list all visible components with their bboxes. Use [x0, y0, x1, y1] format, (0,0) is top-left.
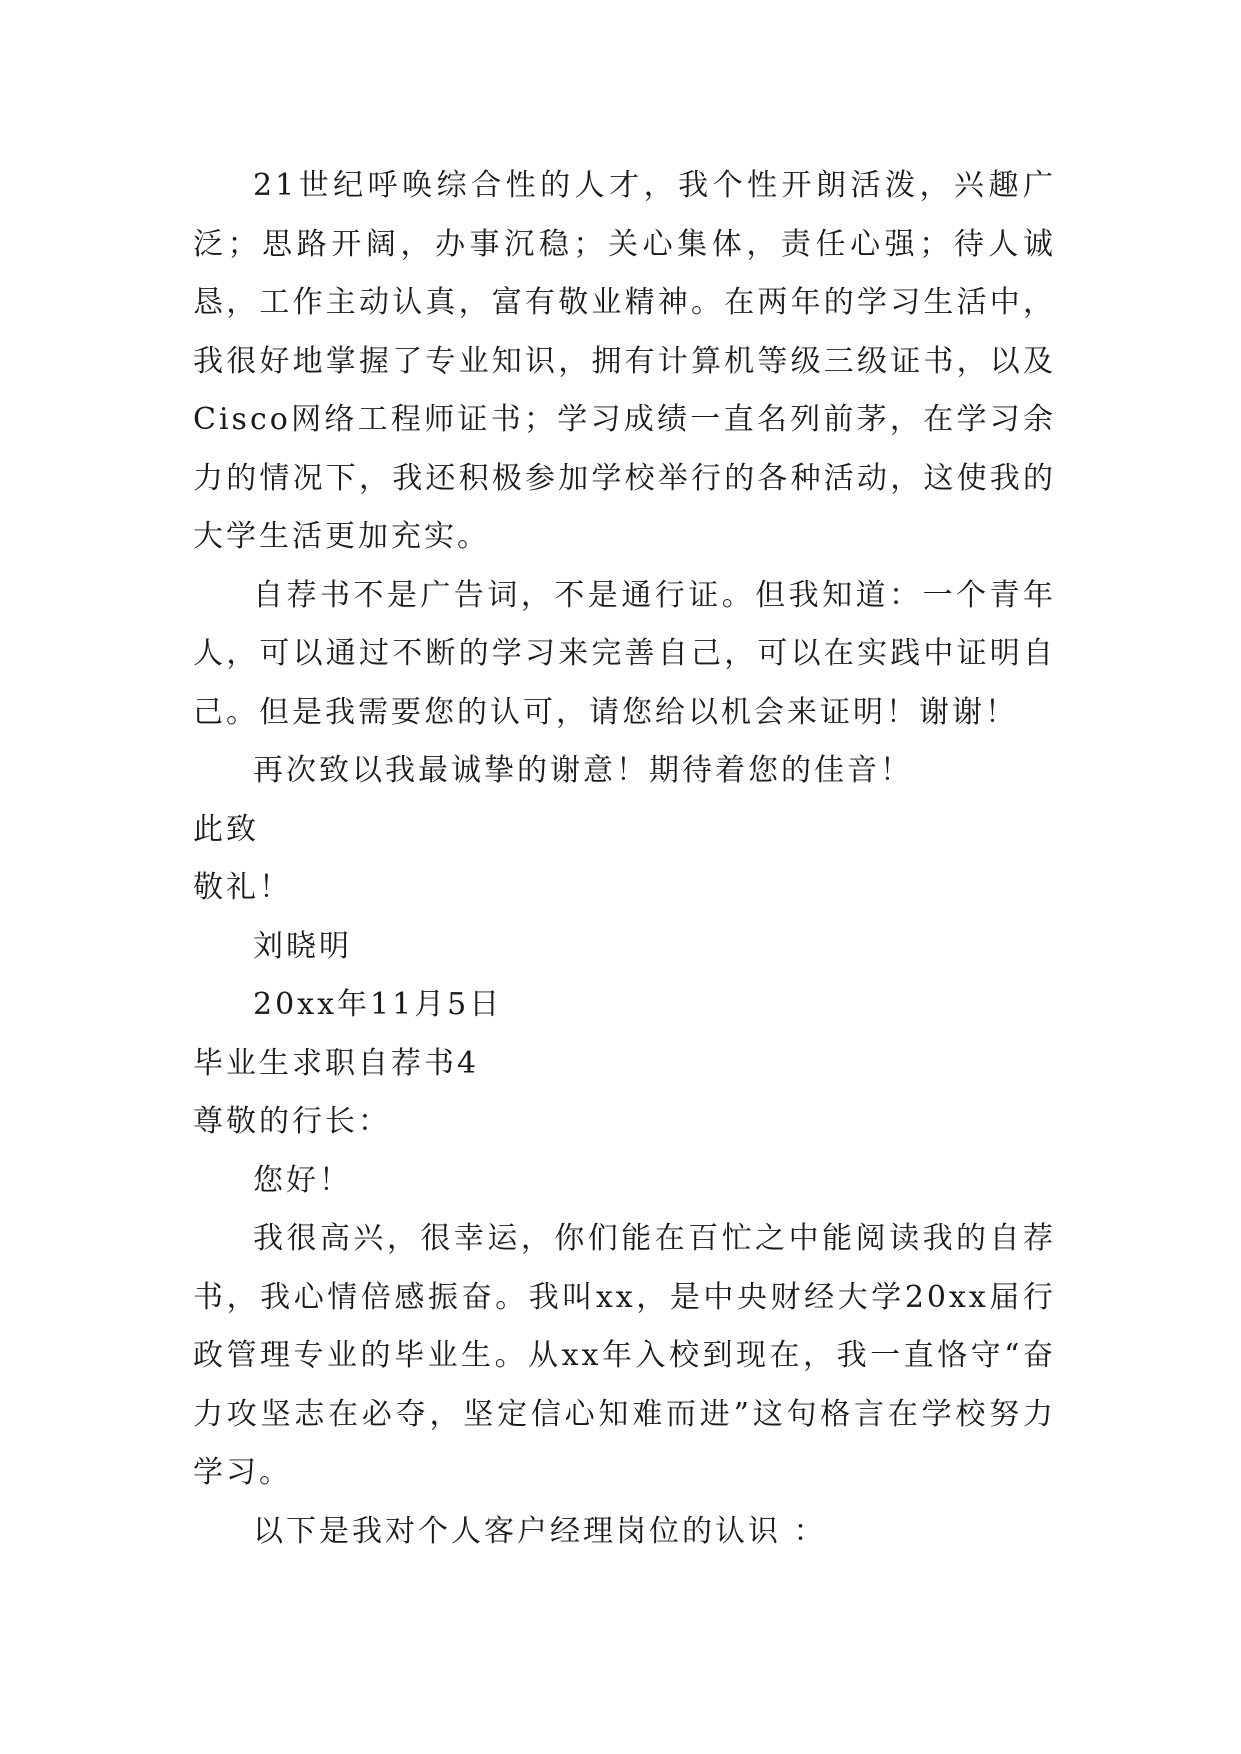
section-title: 毕业生求职自荐书4: [193, 1045, 480, 1081]
body-paragraph-5: 以下是我对个人客户经理岗位的认识 ：: [253, 1513, 827, 1549]
body-paragraph-2: 自荐书不是广告词，不是通行证。但我知道：一个青年人，可以通过不断的学习来完善自己，可以在实践中证明自己。但是我需要您的认可，请您给以机会来证明！谢谢！: [193, 577, 1056, 730]
greeting-hello: 您好！: [253, 1162, 352, 1198]
body-paragraph-1: 21世纪呼唤综合性的人才，我个性开朗活泼，兴趣广泛；思路开阔，办事沉稳；关心集体，责任心强；待人诚恳，工作主动认真，富有敬业精神。在两年的学习生活中，我很好地掌握了专业知识，拥有计算机等级三级证书，以及Cisco网络工程师证书；学习成绩一直名列前茅，在学习余力的情况下，我还积极参加学校举行的各种活动，这使我的大学生活更加充实。: [193, 168, 1056, 554]
closing-regards: 敬礼！: [193, 870, 292, 905]
body-paragraph-4: 我很高兴，很幸运，你们能在百忙之中能阅读我的自荐书，我心情倍感振奋。我叫xx，是中央财经大学20xx届行政管理专业的毕业生。从xx年入校到现在，我一直恪守“奋力攻坚志在必夺，坚定信心知难而进”这句格言在学校努力学习。: [193, 1221, 1056, 1490]
document-body: [193, 157, 1056, 1561]
signature-date: 20xx年11月5日: [253, 987, 503, 1022]
signature-name: 刘晓明: [253, 928, 352, 964]
greeting-recipient: 尊敬的行长：: [193, 1104, 391, 1139]
body-paragraph-3: 再次致以我最诚挚的谢意！期待着您的佳音！: [253, 753, 913, 788]
closing-salutation: 此致: [193, 811, 259, 847]
